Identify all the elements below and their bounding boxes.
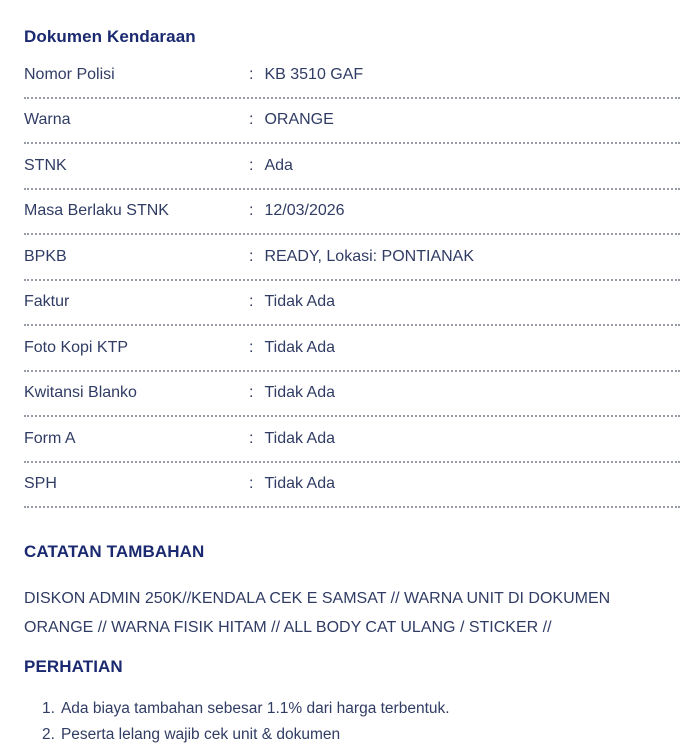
table-row-sph [24,463,680,509]
table-row-faktur [24,281,680,327]
row-colon: : [249,384,254,402]
row-colon: : [249,156,254,174]
catatan-tambahan-text [24,584,680,642]
catatan-line: ORANGE // WARNA FISIK HITAM // ALL BODY CAT ULANG / STICKER // [24,619,552,636]
row-label: Foto Kopi KTP [24,338,129,356]
row-value: Tidak Ada [264,429,336,447]
row-label: STNK [24,156,67,174]
table-row-stnk [24,144,680,190]
table-row-foto-kopi-ktp [24,326,680,372]
row-colon: : [249,111,254,129]
list-item-number: 1. [42,700,55,717]
list-item-number: 2. [42,726,55,743]
row-label: Faktur [24,293,70,311]
row-label: Nomor Polisi [24,65,115,83]
table-row-kwitansi-blanko [24,372,680,418]
table-row-bpkb [24,235,680,281]
document-table [24,53,680,508]
row-value: Tidak Ada [264,384,336,402]
row-value: Tidak Ada [264,293,336,311]
perhatian-list [24,696,680,748]
row-colon: : [249,475,254,493]
row-label: Kwitansi Blanko [24,384,137,402]
row-label: Warna [24,111,71,129]
row-value: Ada [264,156,293,174]
row-colon: : [249,338,254,356]
list-item-text: Ada biaya tambahan sebesar 1.1% dari harga terbentuk. [60,700,450,717]
row-value: 12/03/2026 [264,202,345,220]
table-row-form-a [24,417,680,463]
row-colon: : [249,429,254,447]
table-row-nomor-polisi [24,53,680,99]
table-row-masa-berlaku-stnk [24,190,680,236]
row-value: Tidak Ada [264,475,336,493]
row-colon: : [249,65,254,83]
list-item [42,696,680,722]
row-label: Form A [24,429,76,447]
row-colon: : [249,247,254,265]
perhatian-heading: PERHATIAN [24,657,123,676]
list-item-text: Peserta lelang wajib cek unit & dokumen [60,726,341,743]
row-value: Tidak Ada [264,338,336,356]
row-value: READY, Lokasi: PONTIANAK [264,247,475,265]
page-title: Dokumen Kendaraan [24,27,196,46]
list-item [42,722,680,748]
row-colon: : [249,202,254,220]
row-value: KB 3510 GAF [264,65,364,83]
row-colon: : [249,293,254,311]
row-value: ORANGE [264,111,334,129]
row-label: Masa Berlaku STNK [24,202,169,220]
catatan-line: DISKON ADMIN 250K//KENDALA CEK E SAMSAT // WARNA UNIT DI DOKUMEN [24,590,611,607]
row-label: BPKB [24,247,67,265]
row-label: SPH [24,475,57,493]
catatan-tambahan-heading: CATATAN TAMBAHAN [24,542,205,561]
table-row-warna [24,99,680,145]
